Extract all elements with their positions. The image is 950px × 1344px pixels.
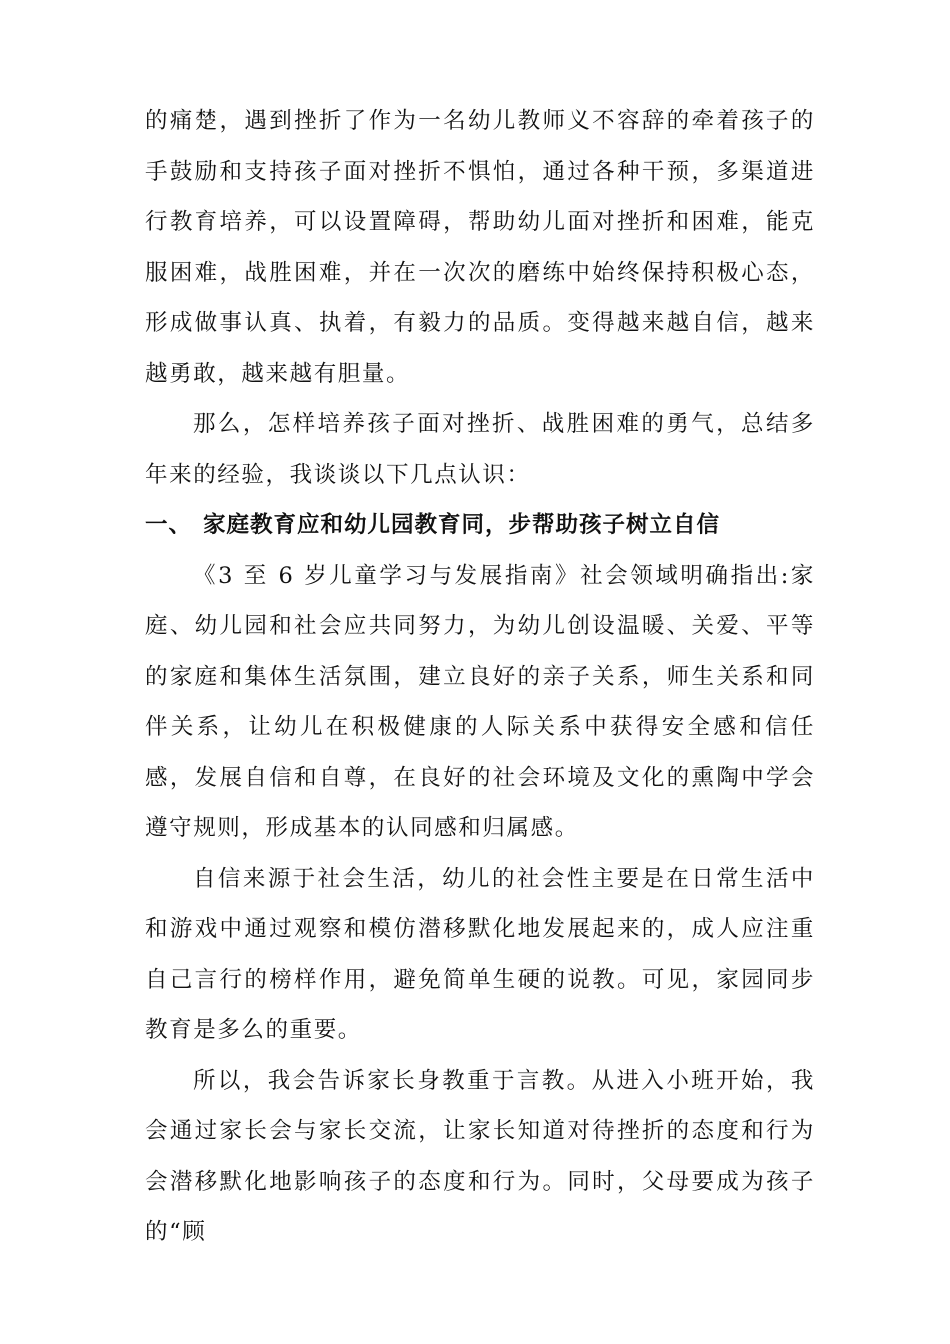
document-page — [145, 96, 815, 1258]
section-heading — [145, 500, 815, 551]
paragraph-confidence: 自信来源于社会生活，幼儿的社会性主要是在日常生活中和游戏中通过观察和模仿潜移默化地发展起来的，成人应注重自己言行的榜样作用，避免简单生硬的说教。可见，家园同步教育是多么的重要。 — [145, 865, 815, 1043]
paragraph-parents: 所以，我会告诉家长身教重于言教。从进入小班开始，我会通过家长会与家长交流，让家长知道对待挫折的态度和行为会潜移默化地影响孩子的态度和行为。同时，父母要成为孩子的“顾 — [145, 1067, 815, 1245]
paragraph-intro: 那么，怎样培养孩子面对挫折、战胜困难的勇气，总结多年来的经验，我谈谈以下几点认识： — [145, 411, 815, 488]
section-heading-text: 家庭教育应和幼儿园教育同，步帮助孩子树立自信 — [203, 512, 721, 538]
paragraph-guideline: 《3 至 6 岁儿童学习与发展指南》社会领域明确指出:家庭、幼儿园和社会应共同努力，为幼儿创设温暖、关爱、平等的家庭和集体生活氛围，建立良好的亲子关系，师生关系和同伴关系，让幼儿在积极健康的人际关系中获得安全感和信任感，发展自信和自尊，在良好的社会环境及文化的熏陶中学会遵守规则，形成基本的认同感和归属感。 — [145, 562, 815, 841]
paragraph-continuation: 的痛楚，遇到挫折了作为一名幼儿教师义不容辞的牵着孩子的手鼓励和支持孩子面对挫折不惧怕，通过各种干预，多渠道进行教育培养，可以设置障碍，帮助幼儿面对挫折和困难，能克服困难，战胜困难，并在一次次的磨练中始终保持积极心态，形成做事认真、执着，有毅力的品质。变得越来越自信，越来越勇敢，越来越有胆量。 — [145, 108, 815, 387]
section-heading-number: 一、 — [145, 512, 193, 538]
